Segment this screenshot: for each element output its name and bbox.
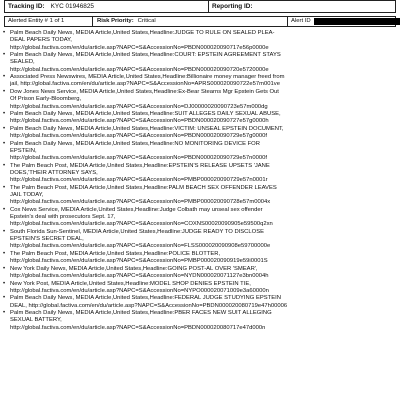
list-item-line: The Palm Beach Post, MEDIA Article,United States,Headline:PALM BEACH SEX OFFENDER LEAVES	[10, 184, 277, 191]
risk-priority-cell	[93, 17, 287, 26]
reporting-id-label: Reporting ID:	[212, 3, 253, 10]
article-list	[2, 30, 396, 332]
list-item-line: http://global.factiva.com/en/du/article.asp?NAPC=S&AccessionNo=COXNS00020090905e59500q2xn	[10, 221, 273, 228]
bullet-icon: •	[3, 74, 6, 81]
list-item	[2, 251, 396, 266]
alert-id-cell	[287, 17, 395, 26]
list-item-line: Of Prison Early-Bloomberg,	[10, 96, 82, 103]
list-item-line: http://global.factiva.com/en/du/article.asp?NAPC=S&AccessionNo=PMBP000020090728e57m0004x	[10, 199, 271, 206]
list-item-line: http://global.factiva.com/en/du/article.asp?NAPC=S&AccessionNo=PBDN000020090729e57n0000f	[10, 155, 267, 162]
list-item-line: DOES,'THEIR ATTORNEY SAYS,	[10, 169, 98, 176]
list-item-line: DEAL PAPERS TODAY,	[10, 37, 72, 44]
list-item-line: http://global.factiva.com/en/du/article.asp?NAPC=S&AccessionNo=PMBP000020090919e59i0001S	[10, 258, 268, 265]
list-item-line: http://global.factiva.com/en/du/article.asp?NAPC=S&AccessionNo=PBDN000020090717e56p0000e	[10, 44, 269, 51]
bullet-icon: •	[3, 162, 6, 169]
list-item	[2, 74, 396, 89]
list-item-line: Palm Beach Daily News, MEDIA Article,United States,Headline:COURT: EPSTEIN AGREEMENT STAYS	[10, 52, 281, 59]
list-item-line: EPSTEIN,	[10, 147, 37, 154]
tracking-id-cell	[5, 1, 209, 12]
bullet-icon: •	[3, 250, 6, 257]
alerted-entity-cell	[5, 17, 93, 26]
list-item	[2, 126, 396, 141]
list-item-line: jail, http://global.factiva.com/en/du/article.asp?NAPC=S&AccessionNo=APRS000020090722e57m001ve	[10, 81, 280, 88]
tracking-id-label: Tracking ID:	[8, 3, 45, 10]
list-item	[2, 185, 396, 207]
list-item-line: SEALED,	[10, 59, 35, 66]
bullet-icon: •	[3, 140, 6, 147]
list-item-line: Palm Beach Daily News, MEDIA Article,United States,Headline:SUIT ALLEGES DAILY SEXUAL ABUSE,	[10, 111, 281, 118]
list-item-line: JAIL TODAY,	[10, 192, 44, 199]
list-item-line: The Palm Beach Post, MEDIA Article,United States,Headline:EPSTEIN'S RELEASE UPSETS 'JANE	[10, 162, 270, 169]
list-item	[2, 310, 396, 332]
alerted-entity-text: Alerted Entity # 1 of 1	[8, 18, 65, 24]
list-item-line: http://global.factiva.com/en/du/article.asp?NAPC=S&AccessionNo=PBDN000020090720e5720000e	[10, 66, 269, 73]
list-item-line: South Florida Sun-Sentinel, MEDIA Article,United States,Headline:JUDGE READY TO DISCLOSE	[10, 228, 264, 235]
bullet-icon: •	[3, 206, 6, 213]
list-item	[2, 30, 396, 52]
reporting-id-cell	[209, 1, 395, 12]
list-item-line: Epstein's deal with prosecutors Sept. 17,	[10, 214, 116, 221]
list-item-line: Palm Beach Daily News, MEDIA Article,United States,Headline:NO MONITORING DEVICE FOR	[10, 140, 260, 147]
list-item	[2, 295, 396, 310]
list-item	[2, 141, 396, 163]
list-item-line: http://global.factiva.com/en/du/article.asp?NAPC=S&AccessionNo=PMBP000020090729e57n0001r	[10, 177, 268, 184]
list-item-line: Palm Beach Daily News, MEDIA Article,United States,Headline:VICTIM: UNSEAL EPSTEIN DOCUMENT,	[10, 125, 284, 132]
list-item-line: http://global.factiva.com/en/du/article.asp?NAPC=S&AccessionNo=NYPO000020071009e3a60000n	[10, 287, 269, 294]
list-item	[2, 111, 396, 126]
list-item-line: http://global.factiva.com/en/du/article.asp?NAPC=S&AccessionNo=PBDN000020080717e47d000n	[10, 324, 266, 331]
bullet-icon: •	[3, 52, 6, 59]
list-item	[2, 52, 396, 74]
bullet-icon: •	[3, 30, 6, 36]
list-item	[2, 163, 396, 185]
list-item-line: SEXUAL BATTERY,	[10, 317, 62, 324]
list-item-line: http://global.factiva.com/en/du/article.asp?NAPC=S&AccessionNo=DJ00000020090723e57m000dg	[10, 103, 268, 110]
risk-priority-label: Risk Priority:	[97, 18, 134, 24]
list-item-line: http://global.factiva.com/en/du/article.asp?NAPC=S&AccessionNo=NYDN000020071127e3bn0004h	[10, 273, 269, 280]
list-item	[2, 89, 396, 111]
list-item	[2, 229, 396, 251]
list-item-line: Dow Jones News Service, MEDIA Article,United States,Headline:Ex-Bear Stearns Mgr Epstein Gets Out	[10, 88, 279, 95]
bullet-icon: •	[3, 295, 6, 302]
list-item-line: Palm Beach Daily News, MEDIA Article,United States,Headline:JUDGE TO RULE ON SEALED PLEA-	[10, 30, 275, 36]
list-item-line: Cox News Service, MEDIA Article,United States,Headline:Judge Colbath may unseal sex offender	[10, 206, 263, 213]
list-item-line: DEAL, http://global.factiva.com/en/du/article.asp?NAPC=S&AccessionNo=PBDN000020080719e47h00006	[10, 302, 288, 309]
list-item	[2, 266, 396, 281]
list-item-line: Associated Press Newswires, MEDIA Article,United States,Headline:Billionaire money manager freed from	[10, 74, 285, 81]
list-item	[2, 281, 396, 296]
list-item-line: Palm Beach Daily News, MEDIA Article,United States,Headline:FEDERAL JUDGE STUDYING EPSTEIN	[10, 295, 281, 302]
alert-id-label: Alert ID	[291, 18, 311, 24]
bullet-icon: •	[3, 265, 6, 272]
bullet-icon: •	[3, 228, 6, 235]
bullet-icon: •	[3, 111, 6, 118]
list-item-line: http://global.factiva.com/en/du/article.asp?NAPC=S&AccessionNo=PBDN000020090727e57g0000h	[10, 118, 269, 125]
tracking-id-value: KYC 01946825	[50, 3, 94, 10]
bullet-icon: •	[3, 310, 6, 317]
header-row-ids	[4, 0, 396, 13]
bullet-icon: •	[3, 280, 6, 287]
list-item-line: http://global.factiva.com/en/du/article.asp?NAPC=S&AccessionNo=FLSS000020090908e59700000e	[10, 243, 271, 250]
list-item-line: EPSTEIN'S SECRET DEAL,	[10, 236, 84, 243]
risk-priority-value: Critical	[137, 18, 156, 24]
list-item	[2, 207, 396, 229]
list-item-line: The Palm Beach Post, MEDIA Article,United States,Headline:POLICE BLOTTER,	[10, 250, 221, 257]
list-item-line: New York Post, MEDIA Article,United States,Headline:MODEL SHOP DENIES EPSTEIN TIE,	[10, 280, 251, 287]
list-item-line: http://global.factiva.com/en/du/article.asp?NAPC=S&AccessionNo=PBDN000020090729e57g0000f	[10, 133, 267, 140]
bullet-icon: •	[3, 125, 6, 132]
bullet-icon: •	[3, 184, 6, 191]
bullet-icon: •	[3, 88, 6, 95]
list-item-line: Palm Beach Daily News, MEDIA Article,United States,Headline:PBER FACES NEW SUIT ALLEGING	[10, 310, 272, 317]
header-row-alert	[4, 16, 396, 27]
list-item-line: New York Daily News, MEDIA Article,United States,Headline:GOING POST-AL OVER 'SMEAR',	[10, 265, 258, 272]
redaction-bar	[314, 18, 400, 25]
